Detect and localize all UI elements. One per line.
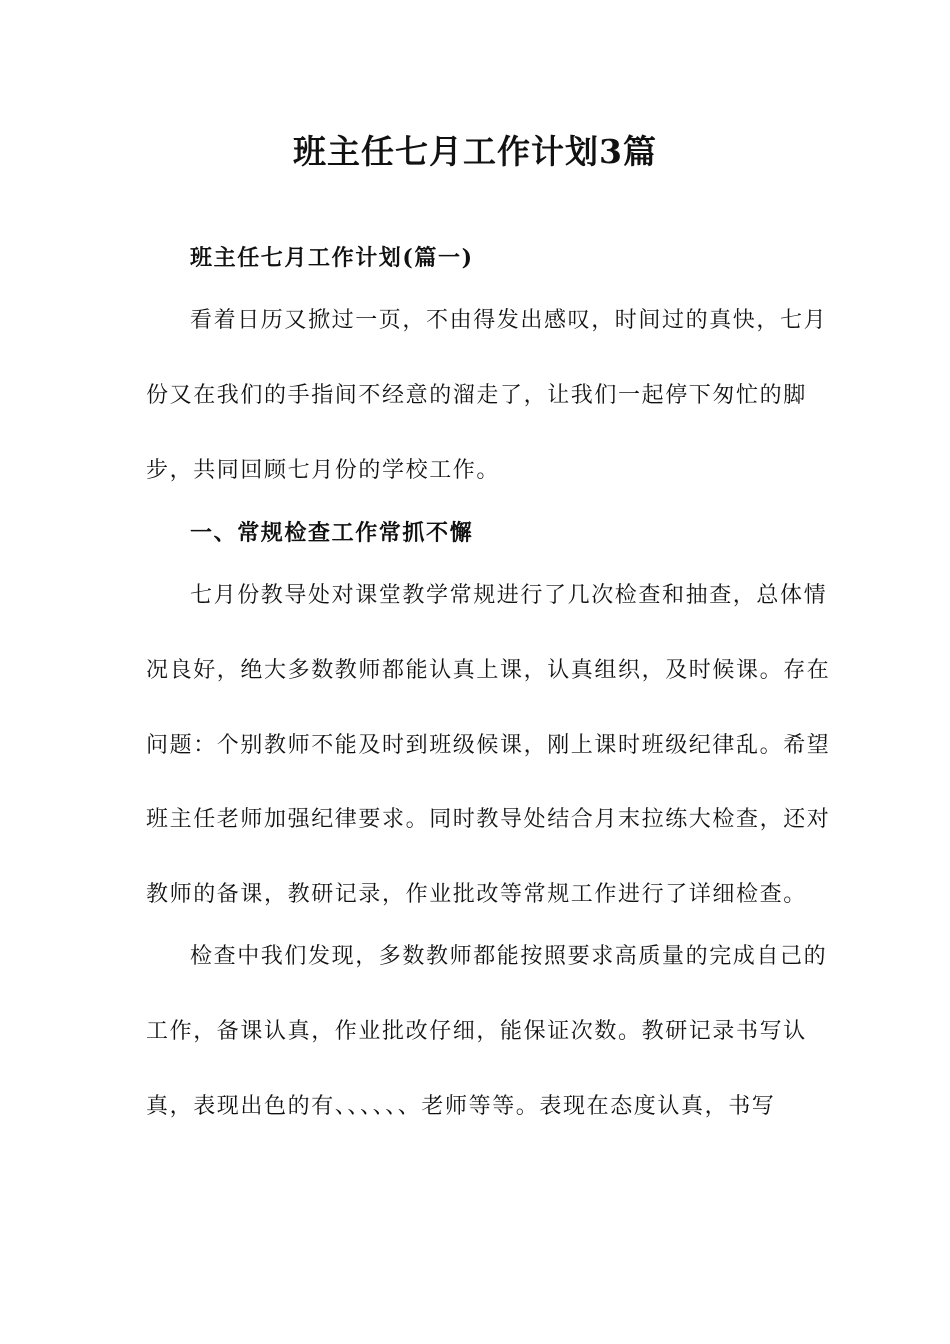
paragraph2-line4: 班主任老师加强纪律要求。同时教导处结合月末拉练大检查，还对 (146, 807, 831, 832)
paragraph1-line3: 步，共同回顾七月份的学校工作。 (146, 458, 501, 483)
paragraph1-line2: 份又在我们的手指间不经意的溜走了，让我们一起停下匆忙的脚 (146, 383, 807, 408)
paragraph2-line3: 问题：个别教师不能及时到班级候课，刚上课时班级纪律乱。希望 (146, 733, 831, 758)
section-heading: 班主任七月工作计划(篇一) (190, 245, 474, 271)
document-title: 班主任七月工作计划3篇 (293, 132, 657, 171)
paragraph2-line5: 教师的备课，教研记录，作业批改等常规工作进行了详细检查。 (146, 882, 807, 907)
paragraph2-line1: 七月份教导处对课堂教学常规进行了几次检查和抽查，总体情 (190, 583, 828, 608)
paragraph3-line1: 检查中我们发现，多数教师都能按照要求高质量的完成自己的 (190, 944, 828, 969)
paragraph2-line2: 况良好，绝大多数教师都能认真上课，认真组织，及时候课。存在 (146, 658, 831, 683)
paragraph3-line2: 工作，备课认真，作业批改仔细，能保证次数。教研记录书写认 (146, 1019, 807, 1044)
paragraph1-line1: 看着日历又掀过一页，不由得发出感叹，时间过的真快，七月 (190, 308, 828, 333)
paragraph3-line3: 真，表现出色的有、、、、、、老师等等。表现在态度认真，书写 (146, 1094, 776, 1119)
subheading-1: 一、常规检查工作常抓不懈 (190, 520, 474, 546)
